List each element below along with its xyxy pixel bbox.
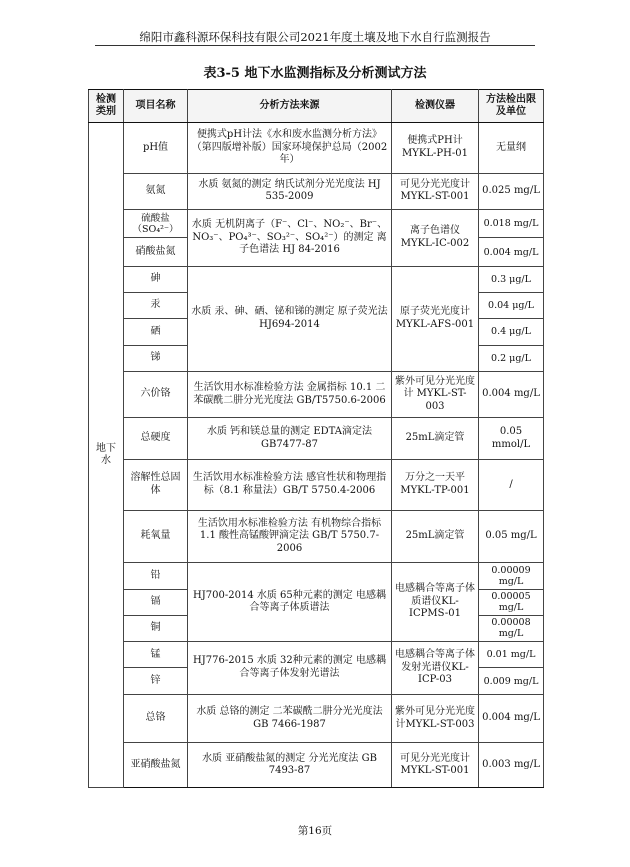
instrument-cell: 25mL滴定管 xyxy=(392,510,479,563)
table-row xyxy=(89,743,544,788)
instrument-cell: 便携式PH计MYKL-PH-01 xyxy=(392,123,479,174)
method-cell: 生活饮用水标准检验方法 有机物综合指标 1.1 酸性高锰酸钾滴定法 GB/T 5750.7-2006 xyxy=(188,510,392,563)
instrument-cell: 万分之一天平MYKL-TP-001 xyxy=(392,459,479,510)
method-cell: 水质 氨氮的测定 纳氏试剂分光光度法 HJ 535-2009 xyxy=(188,173,392,209)
limit-cell: 0.05 mg/L xyxy=(479,510,544,563)
table-row xyxy=(89,642,544,668)
limit-cell: 0.2 μg/L xyxy=(479,345,544,371)
page-header: 绵阳市鑫科源环保科技有限公司2021年度土壤及地下水自行监测报告 xyxy=(139,30,491,44)
item-cell: 铅 xyxy=(124,563,188,589)
item-cell: 亚硝酸盐氮 xyxy=(124,743,188,788)
method-cell: 水质 钙和镁总量的测定 EDTA滴定法 GB7477-87 xyxy=(188,418,392,459)
limit-cell: 0.009 mg/L xyxy=(479,668,544,694)
method-cell: 水质 总铬的测定 二苯碳酰二肼分光光度法 GB 7466-1987 xyxy=(188,694,392,743)
col-header-method: 分析方法来源 xyxy=(188,90,392,123)
item-cell: 耗氧量 xyxy=(124,510,188,563)
limit-cell: 0.004 mg/L xyxy=(479,238,544,266)
limit-cell: / xyxy=(479,459,544,510)
page-number: 第16页 xyxy=(297,825,333,837)
table-row xyxy=(89,510,544,563)
limit-cell: 0.003 mg/L xyxy=(479,743,544,788)
table-row xyxy=(89,266,544,292)
category-cell: 地下水 xyxy=(89,123,124,788)
limit-cell: 0.04 μg/L xyxy=(479,293,544,319)
item-cell: 砷 xyxy=(124,266,188,292)
limit-cell: 0.025 mg/L xyxy=(479,173,544,209)
item-cell: 镉 xyxy=(124,589,188,615)
instrument-cell: 可见分光光度计MYKL-ST-001 xyxy=(392,743,479,788)
method-cell: 水质 汞、砷、硒、铋和锑的测定 原子荧光法 HJ694-2014 xyxy=(188,266,392,371)
table-row xyxy=(89,694,544,743)
item-cell: 锑 xyxy=(124,345,188,371)
instrument-cell: 25mL滴定管 xyxy=(392,418,479,459)
table-row xyxy=(89,418,544,459)
item-cell: 氨氮 xyxy=(124,173,188,209)
item-cell: 硒 xyxy=(124,319,188,345)
item-cell: 锌 xyxy=(124,668,188,694)
table-caption: 表3-5 地下水监测指标及分析测试方法 xyxy=(203,66,427,81)
col-header-item: 项目名称 xyxy=(124,90,188,123)
method-cell: 水质 无机阴离子（F⁻、Cl⁻、NO₂⁻、Br⁻、NO₃⁻、PO₄³⁻、SO₃²⁻、SO₄²⁻）的测定 离子色谱法 HJ 84-2016 xyxy=(188,210,392,267)
item-cell: 铜 xyxy=(124,615,188,641)
limit-cell: 0.05 mmol/L xyxy=(479,418,544,459)
col-header-instrument: 检测仪器 xyxy=(392,90,479,123)
limit-cell: 0.00005 mg/L xyxy=(479,589,544,615)
method-cell: 生活饮用水标准检验方法 金属指标 10.1 二苯碳酰二肼分光光度法 GB/T5750.6-2006 xyxy=(188,371,392,418)
instrument-cell: 电感耦合等离子体发射光谱仪KL-ICP-03 xyxy=(392,642,479,695)
item-cell: 硫酸盐（SO₄²⁻） xyxy=(124,210,188,238)
limit-cell: 0.4 μg/L xyxy=(479,319,544,345)
item-cell: 硝酸盐氮 xyxy=(124,238,188,266)
instrument-cell: 离子色谱仪MYKL-IC-002 xyxy=(392,210,479,267)
table-row xyxy=(89,459,544,510)
instrument-cell: 紫外可见分光光度计MYKL-ST-003 xyxy=(392,694,479,743)
instrument-cell: 电感耦合等离子体质谱仪KL-ICPMS-01 xyxy=(392,563,479,642)
limit-cell: 0.01 mg/L xyxy=(479,642,544,668)
item-cell: 汞 xyxy=(124,293,188,319)
table-row xyxy=(89,123,544,174)
instrument-cell: 可见分光光度计MYKL-ST-001 xyxy=(392,173,479,209)
table-row xyxy=(89,173,544,209)
limit-cell: 无量纲 xyxy=(479,123,544,174)
col-header-category: 检测类别 xyxy=(89,90,124,123)
item-cell: 锰 xyxy=(124,642,188,668)
item-cell: 总铬 xyxy=(124,694,188,743)
method-cell: 生活饮用水标准检验方法 感官性状和物理指标（8.1 称量法）GB/T 5750.4-2006 xyxy=(188,459,392,510)
col-header-limit: 方法检出限及单位 xyxy=(479,90,544,123)
method-cell: 便携式pH计法《水和废水监测分析方法》（第四版增补版）国家环境保护总局（2002年） xyxy=(188,123,392,174)
table-row xyxy=(89,371,544,418)
limit-cell: 0.00009 mg/L xyxy=(479,563,544,589)
item-cell: 溶解性总固体 xyxy=(124,459,188,510)
item-cell: 总硬度 xyxy=(124,418,188,459)
limit-cell: 0.00008 mg/L xyxy=(479,615,544,641)
method-cell: HJ776-2015 水质 32种元素的测定 电感耦合等离子体发射光谱法 xyxy=(188,642,392,695)
header-rule xyxy=(95,45,535,46)
limit-cell: 0.004 mg/L xyxy=(479,694,544,743)
limit-cell: 0.004 mg/L xyxy=(479,371,544,418)
item-cell: pH值 xyxy=(124,123,188,174)
table-row xyxy=(89,210,544,238)
method-cell: HJ700-2014 水质 65种元素的测定 电感耦合等离子体质谱法 xyxy=(188,563,392,642)
item-cell: 六价铬 xyxy=(124,371,188,418)
instrument-cell: 紫外可见分光光度计 MYKL-ST-003 xyxy=(392,371,479,418)
limit-cell: 0.018 mg/L xyxy=(479,210,544,238)
table-row xyxy=(89,563,544,589)
instrument-cell: 原子荧光光度计MYKL-AFS-001 xyxy=(392,266,479,371)
method-cell: 水质 亚硝酸盐氮的测定 分光光度法 GB 7493-87 xyxy=(188,743,392,788)
monitoring-methods-table xyxy=(88,89,544,788)
limit-cell: 0.3 μg/L xyxy=(479,266,544,292)
